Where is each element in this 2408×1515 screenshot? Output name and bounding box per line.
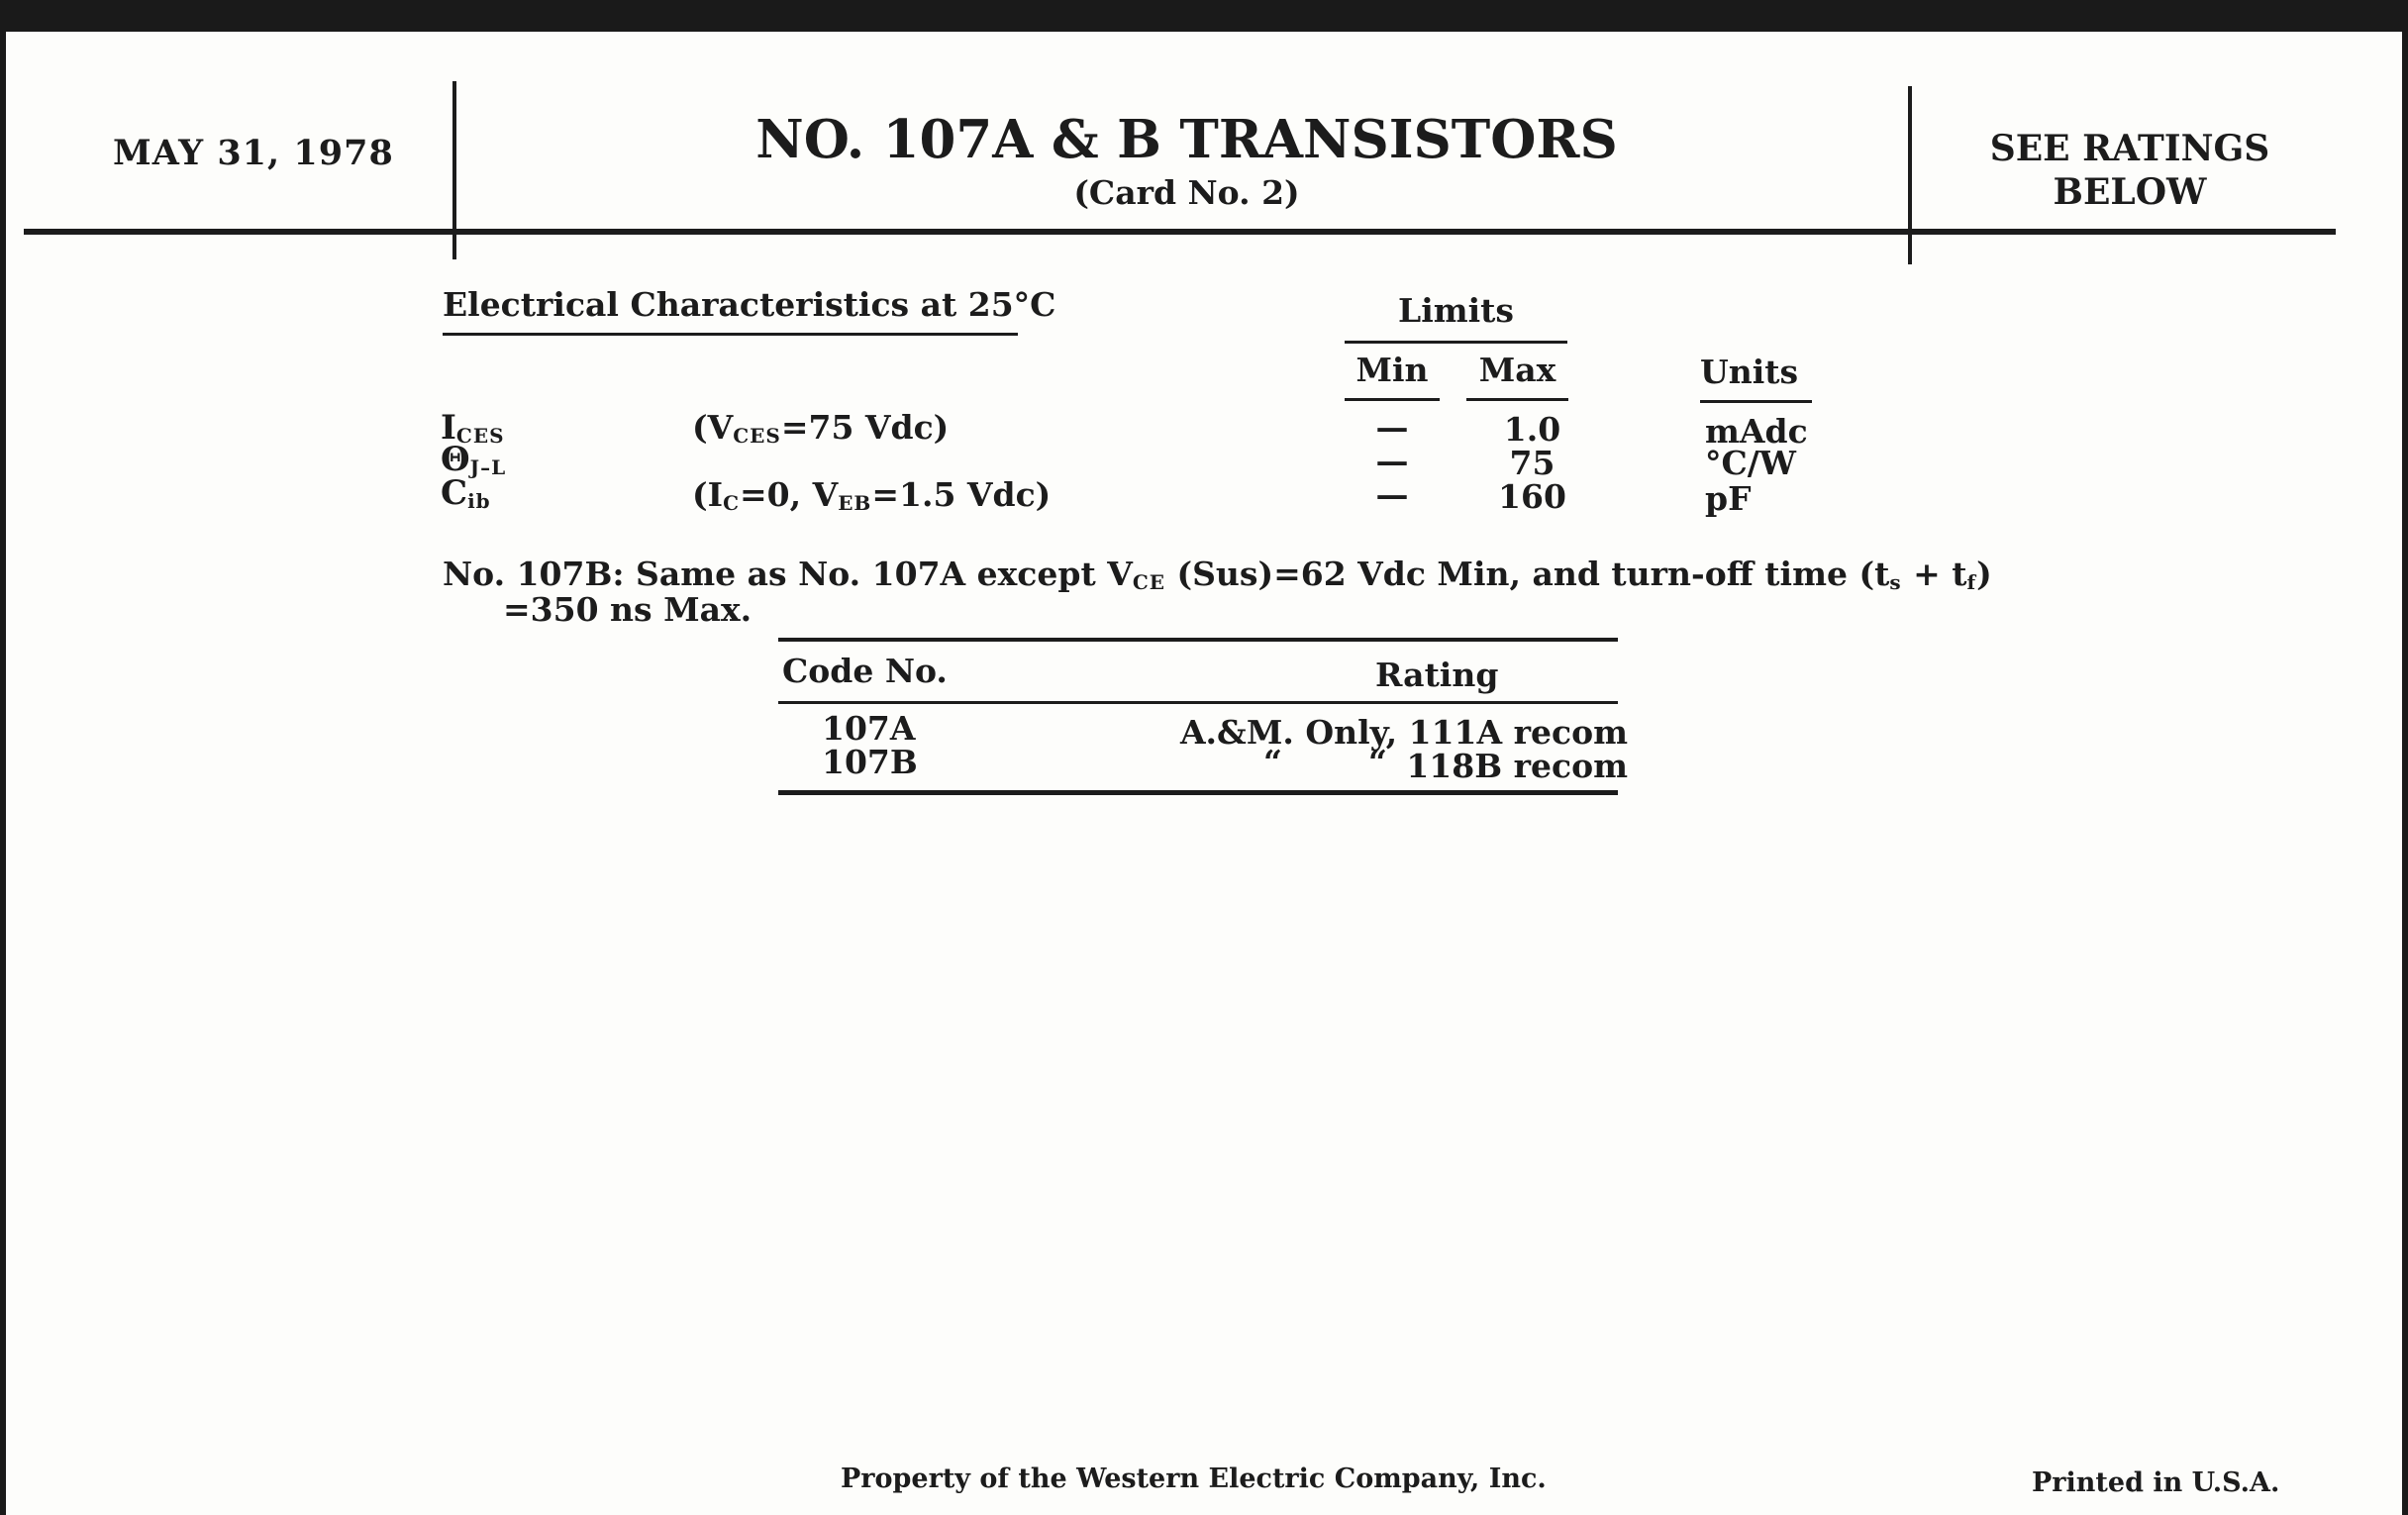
row-min: — (1375, 408, 1409, 447)
table-row-code: 107A (822, 709, 916, 748)
heading-underline (443, 333, 1018, 336)
row-max: 1.0 (1503, 410, 1561, 449)
ditto-mark: “ (1368, 743, 1387, 781)
header-divider-right (1908, 86, 1912, 264)
property-footer: Property of the Western Electric Company, Inc. (841, 1464, 1547, 1494)
card-title: NO. 107A & B TRANSISTORS (755, 109, 1618, 170)
row-units: °C/W (1705, 444, 1796, 482)
card-subtitle: (Card No. 2) (1073, 173, 1300, 212)
max-underline (1466, 398, 1568, 401)
max-label: Max (1478, 351, 1556, 389)
characteristics-heading: Electrical Characteristics at 25°C (443, 285, 1056, 324)
printed-footer: Printed in U.S.A. (2032, 1467, 2280, 1498)
row-min: — (1375, 442, 1409, 480)
limits-label: Limits (1397, 291, 1514, 330)
table-row-code: 107B (822, 743, 918, 781)
table-header-rule (778, 701, 1618, 704)
data-card (6, 32, 2402, 1515)
min-label: Min (1355, 351, 1429, 389)
row-condition: ($V_{CES}=75$ Vdc) (692, 408, 950, 448)
row-units: mAdc (1705, 412, 1808, 451)
variant-note-line2: =350 ns Max. (503, 590, 752, 629)
row-units: pF (1705, 479, 1752, 518)
row-max: 75 (1509, 444, 1555, 482)
row-symbol: $C_{ib}$ (441, 473, 491, 513)
ratings-note-line2: BELOW (2053, 171, 2207, 213)
table-row-rating: 118B recom (1406, 747, 1628, 785)
col-code-header: Code No. (782, 652, 948, 690)
card-date: MAY 31, 1978 (113, 133, 394, 173)
limits-underline (1345, 341, 1567, 344)
units-label: Units (1700, 353, 1799, 391)
table-row-rating: A.&M. Only, 111A recom (1179, 713, 1628, 752)
ratings-note-line1: SEE RATINGS (1989, 128, 2270, 169)
table-top-rule (778, 638, 1618, 642)
row-min: — (1375, 475, 1409, 514)
row-condition: ($I_C=0$, $V_{EB}=1.5$ Vdc) (692, 475, 1052, 515)
col-rating-header: Rating (1375, 656, 1499, 694)
min-underline (1345, 398, 1440, 401)
row-max: 160 (1498, 477, 1566, 516)
row-symbol: $I_{CES}$ (441, 408, 505, 448)
ratings-note (1922, 127, 2338, 214)
header-rule (24, 229, 2336, 235)
variant-note: No. 107B: Same as No. 107A except $V_{CE}$ (Sus)=62 Vdc Min, and turn-off time $(t_s + t_f)$ (443, 555, 1992, 594)
row-symbol: $\Theta_{J-L}$ (441, 440, 507, 479)
table-bottom-rule (778, 790, 1618, 795)
units-underline (1700, 400, 1812, 403)
ditto-mark: “ (1263, 743, 1282, 781)
